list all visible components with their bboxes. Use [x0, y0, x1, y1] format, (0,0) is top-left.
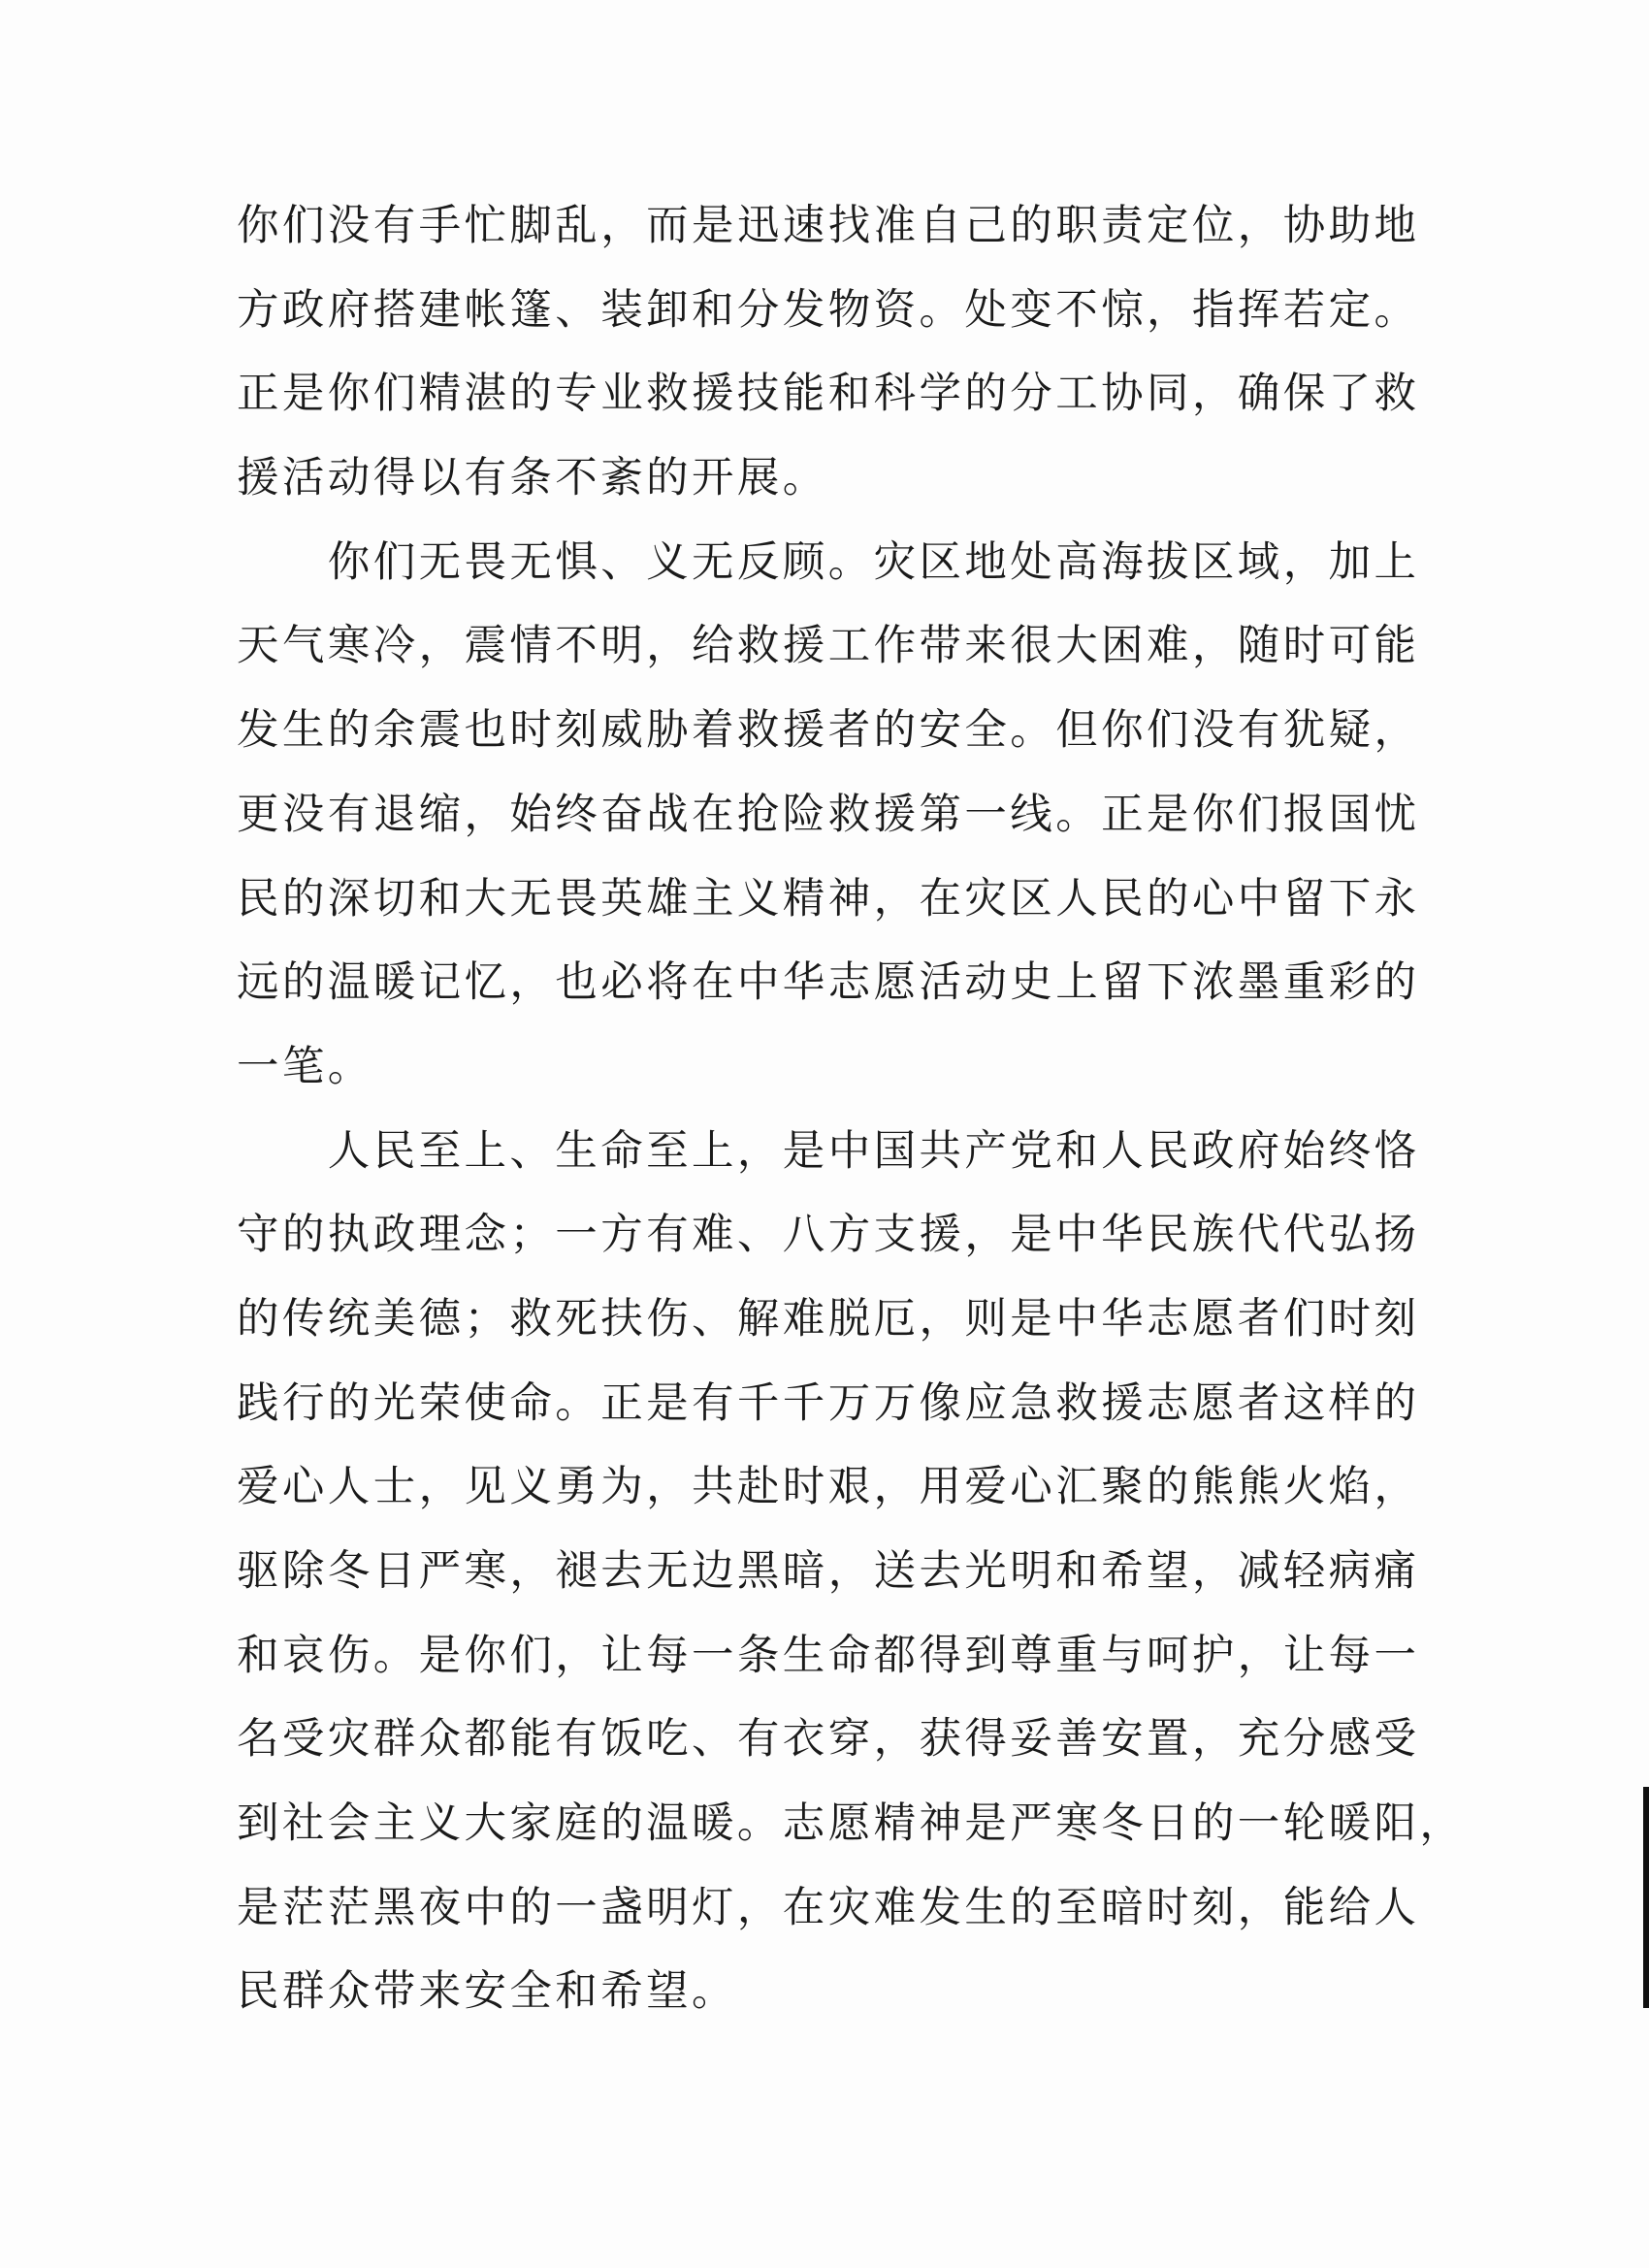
text-line: 到社会主义大家庭的温暖。志愿精神是严寒冬日的一轮暖阳， [237, 1799, 1466, 1849]
text-line: 民的深切和大无畏英雄主义精神，在灾区人民的心中留下永 [237, 874, 1420, 923]
text-line: 是茫茫黑夜中的一盏明灯，在灾难发生的至暗时刻，能给人 [237, 1883, 1420, 1932]
text-line: 的传统美德；救死扶伤、解难脱厄，则是中华志愿者们时刻 [237, 1294, 1420, 1344]
text-line: 方政府搭建帐篷、装卸和分发物资。处变不惊，指挥若定。 [237, 285, 1420, 335]
text-line: 远的温暖记忆，也必将在中华志愿活动史上留下浓墨重彩的 [237, 958, 1420, 1008]
text-line: 驱除冬日严寒，褪去无边黑暗，送去光明和希望，减轻病痛 [237, 1547, 1420, 1596]
body-text [237, 184, 1466, 2034]
text-line: 正是你们精湛的专业救援技能和科学的分工协同，确保了救 [237, 370, 1420, 419]
text-line: 守的执政理念；一方有难、八方支援，是中华民族代代弘扬 [237, 1211, 1420, 1260]
text-line: 和哀伤。是你们，让每一条生命都得到尊重与呵护，让每一 [237, 1631, 1420, 1680]
text-line: 发生的余震也时刻威胁着救援者的安全。但你们没有犹疑， [237, 706, 1420, 756]
text-line: 你们没有手忙脚乱，而是迅速找准自己的职责定位，协助地 [237, 202, 1420, 250]
text-line: 践行的光荣使命。正是有千千万万像应急救援志愿者这样的 [237, 1378, 1420, 1428]
scan-edge-mark [1643, 1787, 1649, 2008]
text-line: 爱心人士，见义勇为，共赴时艰，用爱心汇聚的熊熊火焰， [237, 1463, 1420, 1512]
text-line: 民群众带来安全和希望。 [237, 1967, 737, 2017]
text-line: 你们无畏无惧、义无反顾。灾区地处高海拔区域，加上 [237, 537, 1420, 587]
text-line: 援活动得以有条不紊的开展。 [237, 454, 828, 503]
text-line: 更没有退缩，始终奋战在抢险救援第一线。正是你们报国忧 [237, 790, 1420, 839]
text-line: 天气寒冷，震情不明，给救援工作带来很大困难，随时可能 [237, 622, 1420, 671]
text-line: 名受灾群众都能有饭吃、有衣穿，获得妥善安置，充分感受 [237, 1715, 1420, 1765]
text-line: 人民至上、生命至上，是中国共产党和人民政府始终恪 [237, 1126, 1420, 1176]
text-line: 一笔。 [237, 1042, 373, 1091]
